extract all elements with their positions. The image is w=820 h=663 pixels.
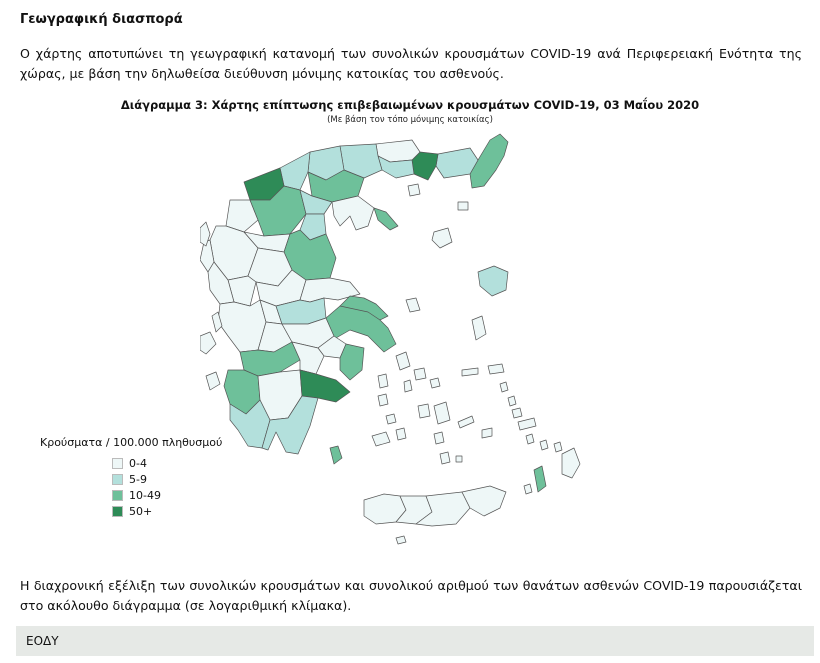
intro-paragraph: Ο χάρτης αποτυπώνει τη γεωγραφική κατανομή των συνολικών κρουσμάτων COVID-19 ανά Περιφερειακή Ενότητα της χώρας, με βάση την δηλωθείσα διεύθυνση μόνιμης κατοικίας του ασθενούς. [20,46,802,81]
region-attica [340,344,364,380]
region-paros [418,404,430,418]
region-zakynthos [206,372,220,390]
region-kefalonia [200,332,216,354]
legend-swatch [112,506,123,517]
region-kos [518,418,536,430]
region-chios [472,316,486,340]
region-kea [378,374,388,388]
source-label: ΕΟΔΥ [26,634,59,648]
region-karpathos [534,466,546,492]
legend-label: 0-4 [129,456,147,470]
region-lesvos [478,266,508,296]
region-kasos [524,484,532,494]
region-ikaria [462,368,478,376]
region-andros [396,352,410,370]
legend-item [40,503,222,519]
region-naxos [434,402,450,424]
region-ios [434,432,444,444]
region-aitoloakarnania [218,300,266,352]
region-anafi [456,456,462,462]
legend-label: 10-49 [129,488,161,502]
legend-swatch [112,490,123,501]
map-legend [40,436,222,519]
region-limnos [432,228,452,248]
region-pella [280,152,310,190]
section-heading: Γεωγραφική διασπορά [20,12,183,27]
region-astypalaia [482,428,492,438]
region-lasithi [462,486,506,516]
region-serifos [386,414,396,424]
legend-swatch [112,474,123,485]
region-kythira [330,446,342,464]
region-sifnos [396,428,406,440]
legend-item [40,471,222,487]
region-rodos [562,448,580,478]
legend-item [40,487,222,503]
region-santorini [440,452,450,464]
region-mykonos [430,378,440,388]
region-gavdos [396,536,406,544]
region-kythnos [378,394,388,406]
region-athos [374,208,398,230]
legend-swatch [112,458,123,469]
region-nisyros [526,434,534,444]
region-thasos [408,184,420,196]
region-kalymnos [512,408,522,418]
region-milos [372,432,390,446]
region-chalkidiki [332,196,374,230]
source-bar [16,626,814,656]
region-tinos [414,368,426,380]
region-leros [508,396,516,406]
region-samothraki [458,202,468,210]
legend-title: Κρούσματα / 100.000 πληθυσμού [40,436,223,449]
region-syros [404,380,412,392]
region-symi [554,442,562,452]
region-patmos [500,382,508,392]
legend-label: 50+ [129,504,153,518]
region-tilos [540,440,548,450]
region-skyros [406,298,420,312]
outro-paragraph: Η διαχρονική εξέλιξη των συνολικών κρουσμάτων και συνολικού αριθμού των θανάτων ασθενών COVID-19 παρουσιάζεται στο ακόλουθο διάγραμμα (σε λογαριθμική κλίμακα). [20,578,802,613]
legend-label: 5-9 [129,472,147,486]
region-samos [488,364,504,374]
greece-incidence-map [200,130,620,550]
map-subtitle: (Με βάση τον τόπο μόνιμης κατοικίας) [327,115,493,125]
region-amorgos [458,416,474,428]
map-title: Διάγραμμα 3: Χάρτης επίπτωσης επιβεβαιωμένων κρουσμάτων COVID-19, 03 Μαΐου 2020 [120,98,700,112]
legend-item [40,455,222,471]
